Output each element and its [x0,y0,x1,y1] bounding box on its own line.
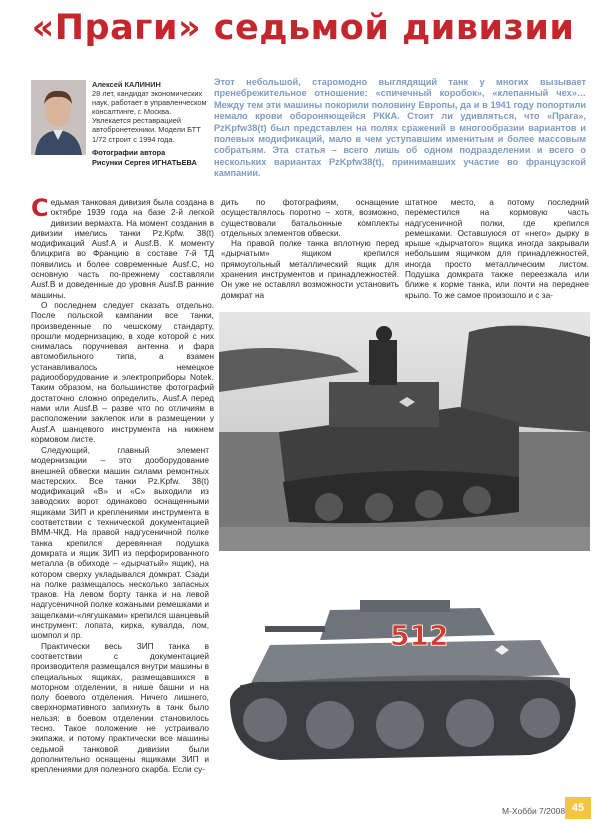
magazine-footer: М-Хобби 7/2008 [502,806,566,816]
tank-drawing [210,590,594,775]
credits [92,148,212,167]
column-2 [221,197,399,300]
column-1 [31,194,214,444]
tank-photograph [219,312,590,551]
col1-paragraph-3: Следующий, главный элемент модернизации – это дооборудование внешней обвески машин силами ремонтных мастерских. Все танки Pz.Kpfw. 38(t) модификаций «В» и «С» выходили из заводских ворот одинаково оснащенными ящиками ЗИП и креплениями инструмента в соответствии с технической документацией ВММ-ЧКД. На правой надгусеничной полке танка крепился деревянная подушка домкрата и ящик ЗИП из перфорированного металла (в обиходе – «дырчатый» ящик), на котором сверху укладывался домкрат. Сзади на полке размещалось несколько запасных траков. На левом борту танка и на левой надгусеничной полке кожаными ремешками и защелками-«лягушками» крепился шанцевый инструмент: лопата, кирка, кувалда, лом, шомпол и пр. [31,445,209,641]
author-info [92,80,210,144]
column-1-continued [31,445,209,775]
page-number: 45 [565,797,591,819]
drop-cap: С [31,194,49,222]
author-name: Алексей КАЛИНИН [92,80,161,89]
article-title: «Праги» седьмой дивизии [31,8,575,48]
col2-paragraph-1: дить по фотографиям, оснащение осуществлялось поротно – хотя, возможно, существовали батальонные комплекты отдельных элементов обвески. [221,197,399,238]
col1-paragraph-4: Практически весь ЗИП танка в соответствии с документацией производителя размещался внутри машины в специальных ящиках, размещавшихся в моторном отделении, в нише башни и на полу боевого отделения. Ничего лишнего, сверхнормативного запихнуть в танк было нельзя: в боевом отделении становилось тесно. Такое положение не устраивало экипажи, и потому практически все машины седьмой танковой дивизии были дополнительно оснащены ящиками ЗИП и креплениями для полезного скарба. Если су- [31,640,209,775]
col2-paragraph-2: На правой полке танка вплотную перед «дырчатым» ящиком крепился прямоугольный металлический ящик для хранения инструментов и принадлежностей. Он уже не оставлял возможности установить домкрат на [221,238,399,300]
col1-paragraph-1: едьмая танковая дивизия была создана в октябре 1939 года на базе 2-й легкой дивизии вермахта. На момент создания в дивизии имелись танки Pz.Kpfw. 38(t) модификаций Ausf.A и Ausf.B. К моменту блицкрига во Францию в составе 7-й ТД появились и более современные Ausf.C, но основную часть по-прежнему составляли Ausf.B и доведенные до уровня Ausf.B ранние машины. [31,197,214,300]
author-bio: 28 лет, кандидат экономических наук, работает в управленческом консалтинге, г. Москва. Увлекается реставрацией автобронетехники. Модели БТТ 1/72 строит с 1994 года. [92,89,207,144]
photo-credit: Фотографии автора [92,148,166,157]
column-3 [405,197,589,300]
col3-paragraph-1: штатное место, а потому последний переместился на кормовую часть надгусеничной полки, где крепился ремешками. Оставшуюся от «него» дырку в крыше «дырчатого» ящика иногда закрывали небольшим ящичком для принадлежностей, иногда просто металлическим листом. Подушка домкрата также переезжала или ближе к корме танка, или почти на переднее крыло. То же самое произошло и с за- [405,197,589,300]
drawing-credit: Рисунки Сергея ИГНАТЬЕВА [92,157,197,167]
lead-paragraph: Этот небольшой, старомодно выглядящий танк у многих вызывает пренебрежительное отношение: «спичечный коробок», «клепанный чех»…Между тем эти машины покорили половину Европы, да и в 1941 году попортили немало крови обороняющейся РККА. Стоит ли удивляться, что «Прага», PzKpfw38(t) был представлен на полях сражений в многообразии вариантов и полевых модификаций, мало в чем уступавшим именитым и более массовым собратьям. Эта статья – всего лишь об одном подразделении и всего о нескольких вариантах PzKpfw38(t), принимавших участие во французской кампании. [214,77,586,179]
turret-number: 512 [390,619,449,652]
col1-paragraph-2: О последнем следует сказать отдельно. После польской кампании все танки, произведенные по чешскому стандарту, прошли модернизацию, в ходе которой с них снималась поручневая антенна и фара автомобильного типа, а взамен устанавливалось немецкое радиооборудование и электроприборы Notek. Таким образом, на большинстве фотографий достаточно сложно определить, Ausf.A перед нами или Ausf.B – разве что по отличиям в расположении заклепок или в размещении у Ausf.A шанцевого инструмента на нижнем кормовом листе. [31,299,214,444]
author-photo [31,80,86,155]
